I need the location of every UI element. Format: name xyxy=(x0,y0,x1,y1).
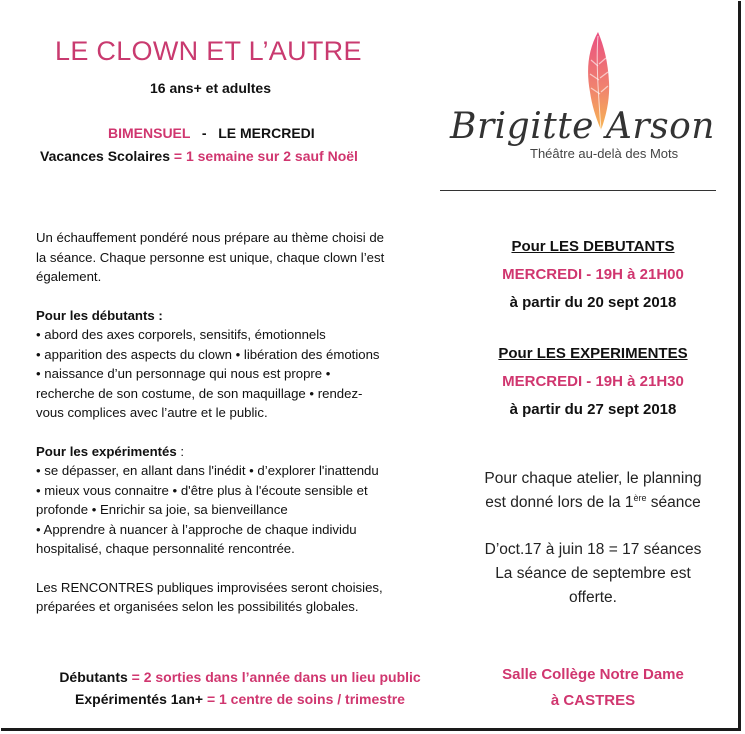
debutants-time: MERCREDI - 19H à 21H00 xyxy=(502,266,684,283)
rencontres-line: préparées et organisées selon les possibilités globales. xyxy=(36,599,359,614)
debutants-line: vous complices avec l’autre et le public. xyxy=(36,405,268,420)
venue-name: Salle Collège Notre Dame xyxy=(502,666,684,683)
intro-line: Un échauffement pondéré nous prépare au thème choisi de xyxy=(36,230,384,245)
planning-line-2: est donné lors de la 1ère séance xyxy=(485,492,701,511)
rencontres-line: Les RENCONTRES publiques improvisées seront choisies, xyxy=(36,579,383,595)
planning-note xyxy=(458,467,728,515)
venue-city: à CASTRES xyxy=(550,692,636,709)
experimentes-time: MERCREDI - 19H à 21H30 xyxy=(502,373,684,390)
frequency-label: BIMENSUEL xyxy=(108,125,191,141)
page-title: LE CLOWN ET L’AUTRE xyxy=(55,36,362,66)
debutants-line: • naissance d’un personnage qui nous est propre • xyxy=(36,366,331,381)
sessions-note xyxy=(458,538,728,610)
holidays-label: Vacances Scolaires xyxy=(40,148,170,164)
experimentes-outings xyxy=(30,688,450,710)
age-subtitle: 16 ans+ et adultes xyxy=(150,80,272,96)
sessions-line: La séance de septembre est xyxy=(495,565,691,582)
logo-name: Brigitte Arson xyxy=(450,106,715,147)
planning-line: Pour chaque atelier, le planning xyxy=(484,470,702,487)
frequency-line xyxy=(108,125,315,141)
debutants-start: à partir du 20 sept 2018 xyxy=(509,294,677,311)
debutants-outings-label: Débutants xyxy=(59,669,128,685)
debutants-heading: Pour LES DEBUTANTS xyxy=(511,238,675,255)
venue xyxy=(458,662,728,714)
outings-summary xyxy=(30,666,450,710)
experimentes-schedule xyxy=(458,340,728,424)
frequency-separator: - xyxy=(201,125,207,141)
experimentes-line: • se dépasser, en allant dans l'inédit • d’explorer l'inattendu xyxy=(36,463,379,478)
brand-logo xyxy=(438,30,728,170)
experimentes-line: • Apprendre à nuancer à l’approche de chaque individu xyxy=(36,521,357,537)
experimentes-line: hospitalisé, chaque personnalité rencontrée. xyxy=(36,541,295,556)
sessions-line: D’oct.17 à juin 18 = 17 séances xyxy=(484,541,702,558)
debutants-line: recherche de son costume, de son maquillage • rendez- xyxy=(36,385,363,401)
debutants-line: • apparition des aspects du clown • libération des émotions xyxy=(36,346,380,362)
intro-line: la séance. Chaque personne est unique, chaque clown l’est xyxy=(36,249,385,265)
experimentes-outings-value: = 1 centre de soins / trimestre xyxy=(206,691,405,707)
sessions-line: offerte. xyxy=(569,589,617,606)
intro-line: également. xyxy=(36,269,102,284)
holidays-line xyxy=(40,148,358,164)
experimentes-line: profonde • Enrichir sa joie, sa bienveillance xyxy=(36,502,288,517)
debutants-line: • abord des axes corporels, sensitifs, émotionnels xyxy=(36,327,326,342)
experimentes-title-text: Pour les expérimentés xyxy=(36,443,177,459)
description-column xyxy=(36,228,436,617)
debutants-section-title: Pour les débutants : xyxy=(36,307,163,323)
experimentes-start: à partir du 27 sept 2018 xyxy=(509,401,677,418)
debutants-outings xyxy=(30,666,450,688)
holidays-value: = 1 semaine sur 2 sauf Noël xyxy=(173,148,358,164)
divider xyxy=(440,190,716,191)
experimentes-title-colon: : xyxy=(176,443,185,459)
experimentes-outings-label: Expérimentés 1an+ xyxy=(75,691,204,707)
frequency-day: LE MERCREDI xyxy=(218,125,315,141)
debutants-schedule xyxy=(458,233,728,317)
experimentes-section-title xyxy=(36,442,436,462)
debutants-outings-value: = 2 sorties dans l’année dans un lieu public xyxy=(131,669,421,685)
logo-tagline: Théâtre au-delà des Mots xyxy=(530,146,679,161)
experimentes-line: • mieux vous connaitre • d'être plus à l'écoute sensible et xyxy=(36,482,368,498)
experimentes-heading: Pour LES EXPERIMENTES xyxy=(498,345,688,362)
